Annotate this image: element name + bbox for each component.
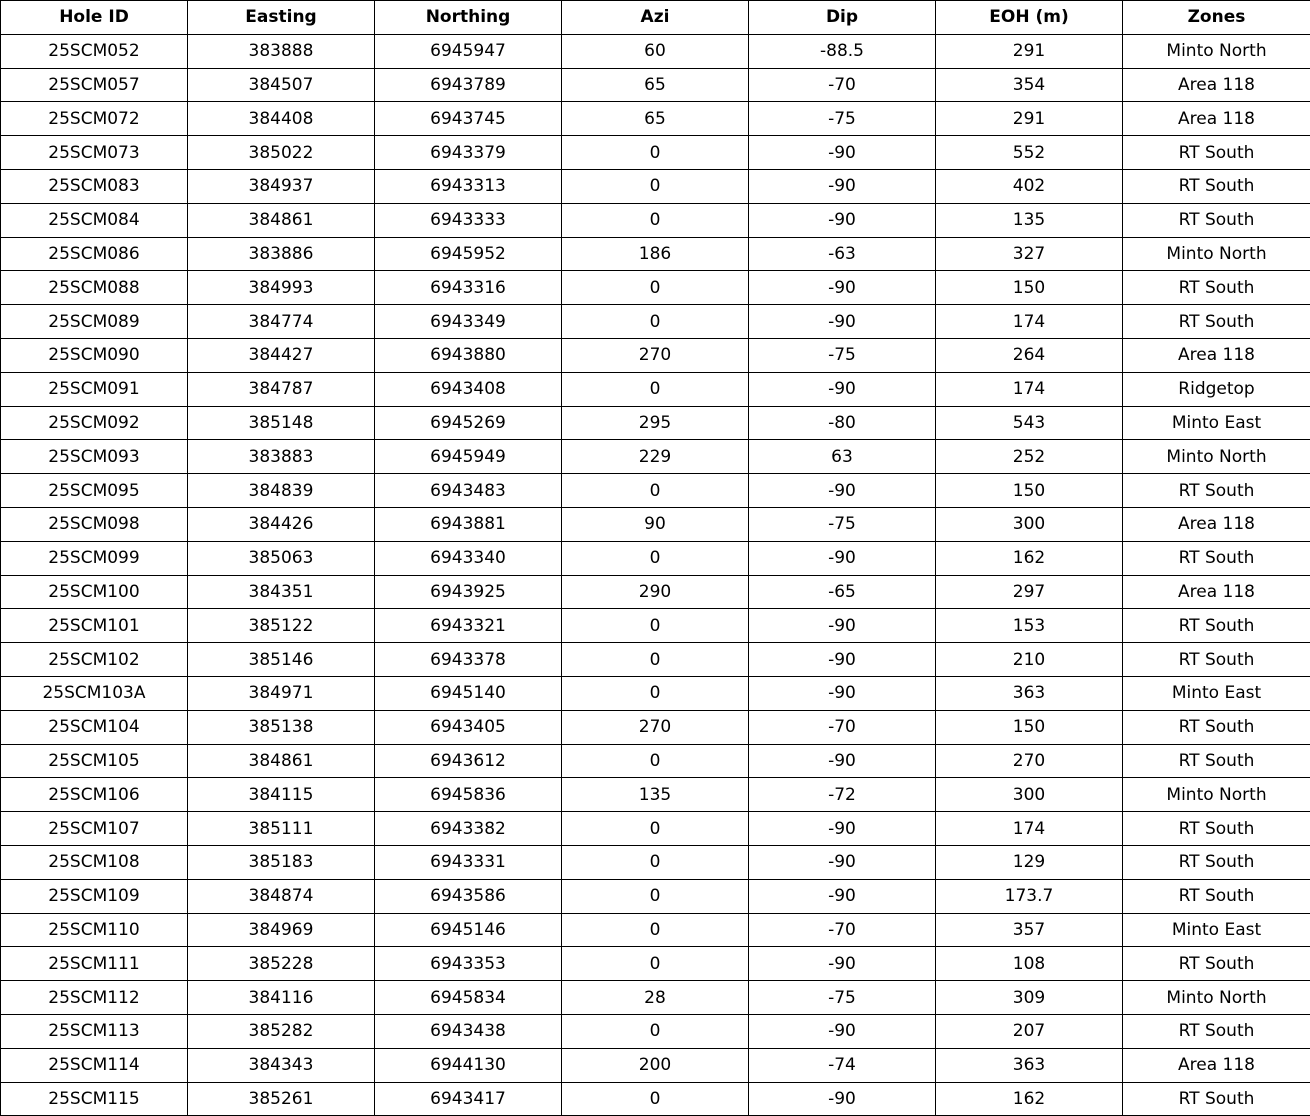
zone-cell: RT South <box>1123 744 1310 778</box>
dip-cell: -74 <box>749 1048 936 1082</box>
northing-cell: 6943379 <box>375 136 562 170</box>
hole-id-cell: 25SCM107 <box>1 812 188 846</box>
dip-cell: -70 <box>749 68 936 102</box>
zone-cell: RT South <box>1123 271 1310 305</box>
azi-cell: 0 <box>562 913 749 947</box>
eoh-cell: 291 <box>936 34 1123 68</box>
table-row <box>1 136 1310 170</box>
hole-id-cell: 25SCM099 <box>1 541 188 575</box>
azi-cell: 0 <box>562 271 749 305</box>
azi-cell: 0 <box>562 643 749 677</box>
easting-cell: 385261 <box>188 1082 375 1116</box>
northing-cell: 6943333 <box>375 203 562 237</box>
northing-cell: 6943586 <box>375 879 562 913</box>
northing-cell: 6945949 <box>375 440 562 474</box>
hole-id-cell: 25SCM072 <box>1 102 188 136</box>
zone-cell: RT South <box>1123 710 1310 744</box>
easting-cell: 384787 <box>188 372 375 406</box>
eoh-cell: 543 <box>936 406 1123 440</box>
hole-id-cell: 25SCM113 <box>1 1014 188 1048</box>
easting-cell: 385146 <box>188 643 375 677</box>
northing-cell: 6943612 <box>375 744 562 778</box>
hole-id-cell: 25SCM103A <box>1 676 188 710</box>
table-body <box>1 34 1310 1116</box>
eoh-cell: 135 <box>936 203 1123 237</box>
zone-cell: Minto North <box>1123 778 1310 812</box>
dip-cell: -90 <box>749 136 936 170</box>
dip-cell: -88.5 <box>749 34 936 68</box>
table-row <box>1 879 1310 913</box>
eoh-cell: 357 <box>936 913 1123 947</box>
easting-cell: 384426 <box>188 507 375 541</box>
zone-cell: RT South <box>1123 541 1310 575</box>
dip-cell: -65 <box>749 575 936 609</box>
easting-cell: 385138 <box>188 710 375 744</box>
northing-cell: 6943316 <box>375 271 562 305</box>
hole-id-cell: 25SCM104 <box>1 710 188 744</box>
northing-cell: 6943331 <box>375 845 562 879</box>
eoh-cell: 174 <box>936 372 1123 406</box>
easting-cell: 385183 <box>188 845 375 879</box>
zone-cell: Minto North <box>1123 34 1310 68</box>
hole-id-cell: 25SCM095 <box>1 474 188 508</box>
northing-cell: 6943408 <box>375 372 562 406</box>
table-row <box>1 305 1310 339</box>
hole-id-cell: 25SCM115 <box>1 1082 188 1116</box>
northing-cell: 6943880 <box>375 338 562 372</box>
zone-cell: Area 118 <box>1123 338 1310 372</box>
azi-cell: 0 <box>562 541 749 575</box>
zone-cell: RT South <box>1123 169 1310 203</box>
table-row <box>1 406 1310 440</box>
table-header <box>1 1 1310 35</box>
eoh-cell: 300 <box>936 778 1123 812</box>
eoh-cell: 300 <box>936 507 1123 541</box>
hole-id-cell: 25SCM089 <box>1 305 188 339</box>
dip-cell: -90 <box>749 676 936 710</box>
azi-cell: 0 <box>562 474 749 508</box>
eoh-cell: 153 <box>936 609 1123 643</box>
northing-cell: 6945947 <box>375 34 562 68</box>
zone-cell: RT South <box>1123 474 1310 508</box>
hole-id-cell: 25SCM109 <box>1 879 188 913</box>
dip-cell: -90 <box>749 609 936 643</box>
dip-cell: 63 <box>749 440 936 474</box>
hole-id-cell: 25SCM102 <box>1 643 188 677</box>
azi-cell: 65 <box>562 68 749 102</box>
hole-id-cell: 25SCM112 <box>1 981 188 1015</box>
northing-cell: 6943438 <box>375 1014 562 1048</box>
easting-cell: 384774 <box>188 305 375 339</box>
table-row <box>1 845 1310 879</box>
hole-id-cell: 25SCM073 <box>1 136 188 170</box>
easting-cell: 384408 <box>188 102 375 136</box>
northing-cell: 6945952 <box>375 237 562 271</box>
azi-cell: 0 <box>562 879 749 913</box>
eoh-cell: 162 <box>936 1082 1123 1116</box>
table-row <box>1 744 1310 778</box>
dip-cell: -90 <box>749 271 936 305</box>
eoh-cell: 402 <box>936 169 1123 203</box>
azi-cell: 0 <box>562 1082 749 1116</box>
zone-cell: RT South <box>1123 812 1310 846</box>
column-header-dip: Dip <box>749 1 936 35</box>
column-header-northing: Northing <box>375 1 562 35</box>
column-header-azi: Azi <box>562 1 749 35</box>
zone-cell: RT South <box>1123 947 1310 981</box>
azi-cell: 0 <box>562 372 749 406</box>
azi-cell: 135 <box>562 778 749 812</box>
easting-cell: 383886 <box>188 237 375 271</box>
azi-cell: 0 <box>562 203 749 237</box>
hole-id-cell: 25SCM108 <box>1 845 188 879</box>
easting-cell: 384116 <box>188 981 375 1015</box>
hole-id-cell: 25SCM114 <box>1 1048 188 1082</box>
azi-cell: 65 <box>562 102 749 136</box>
northing-cell: 6943340 <box>375 541 562 575</box>
easting-cell: 384839 <box>188 474 375 508</box>
zone-cell: Minto East <box>1123 676 1310 710</box>
azi-cell: 28 <box>562 981 749 1015</box>
northing-cell: 6943378 <box>375 643 562 677</box>
eoh-cell: 174 <box>936 812 1123 846</box>
table-row <box>1 271 1310 305</box>
dip-cell: -63 <box>749 237 936 271</box>
table-row <box>1 981 1310 1015</box>
easting-cell: 384874 <box>188 879 375 913</box>
easting-cell: 384969 <box>188 913 375 947</box>
table-row <box>1 609 1310 643</box>
azi-cell: 60 <box>562 34 749 68</box>
zone-cell: Area 118 <box>1123 1048 1310 1082</box>
northing-cell: 6944130 <box>375 1048 562 1082</box>
northing-cell: 6943405 <box>375 710 562 744</box>
dip-cell: -90 <box>749 744 936 778</box>
northing-cell: 6945269 <box>375 406 562 440</box>
zone-cell: RT South <box>1123 305 1310 339</box>
northing-cell: 6943745 <box>375 102 562 136</box>
azi-cell: 0 <box>562 812 749 846</box>
dip-cell: -90 <box>749 203 936 237</box>
zone-cell: Area 118 <box>1123 102 1310 136</box>
header-row <box>1 1 1310 35</box>
table-row <box>1 203 1310 237</box>
easting-cell: 384861 <box>188 744 375 778</box>
dip-cell: -90 <box>749 812 936 846</box>
azi-cell: 290 <box>562 575 749 609</box>
dip-cell: -70 <box>749 710 936 744</box>
table-row <box>1 1048 1310 1082</box>
hole-id-cell: 25SCM088 <box>1 271 188 305</box>
eoh-cell: 173.7 <box>936 879 1123 913</box>
dip-cell: -90 <box>749 947 936 981</box>
azi-cell: 0 <box>562 845 749 879</box>
hole-id-cell: 25SCM106 <box>1 778 188 812</box>
northing-cell: 6943382 <box>375 812 562 846</box>
easting-cell: 383883 <box>188 440 375 474</box>
eoh-cell: 327 <box>936 237 1123 271</box>
zone-cell: Minto East <box>1123 406 1310 440</box>
azi-cell: 0 <box>562 136 749 170</box>
easting-cell: 385022 <box>188 136 375 170</box>
eoh-cell: 150 <box>936 271 1123 305</box>
hole-id-cell: 25SCM098 <box>1 507 188 541</box>
eoh-cell: 354 <box>936 68 1123 102</box>
dip-cell: -90 <box>749 169 936 203</box>
northing-cell: 6943313 <box>375 169 562 203</box>
azi-cell: 0 <box>562 1014 749 1048</box>
northing-cell: 6943483 <box>375 474 562 508</box>
eoh-cell: 207 <box>936 1014 1123 1048</box>
eoh-cell: 129 <box>936 845 1123 879</box>
eoh-cell: 552 <box>936 136 1123 170</box>
easting-cell: 384507 <box>188 68 375 102</box>
northing-cell: 6945834 <box>375 981 562 1015</box>
dip-cell: -75 <box>749 102 936 136</box>
easting-cell: 384427 <box>188 338 375 372</box>
dip-cell: -90 <box>749 1082 936 1116</box>
northing-cell: 6943881 <box>375 507 562 541</box>
hole-id-cell: 25SCM057 <box>1 68 188 102</box>
eoh-cell: 174 <box>936 305 1123 339</box>
dip-cell: -70 <box>749 913 936 947</box>
table-row <box>1 507 1310 541</box>
dip-cell: -90 <box>749 845 936 879</box>
table-row <box>1 710 1310 744</box>
hole-id-cell: 25SCM084 <box>1 203 188 237</box>
eoh-cell: 162 <box>936 541 1123 575</box>
table-row <box>1 947 1310 981</box>
eoh-cell: 363 <box>936 1048 1123 1082</box>
column-header-hole-id: Hole ID <box>1 1 188 35</box>
easting-cell: 384115 <box>188 778 375 812</box>
northing-cell: 6943789 <box>375 68 562 102</box>
dip-cell: -75 <box>749 507 936 541</box>
hole-id-cell: 25SCM052 <box>1 34 188 68</box>
dip-cell: -90 <box>749 372 936 406</box>
table-row <box>1 812 1310 846</box>
hole-id-cell: 25SCM091 <box>1 372 188 406</box>
eoh-cell: 264 <box>936 338 1123 372</box>
table-row <box>1 643 1310 677</box>
zone-cell: RT South <box>1123 845 1310 879</box>
azi-cell: 229 <box>562 440 749 474</box>
eoh-cell: 270 <box>936 744 1123 778</box>
northing-cell: 6943353 <box>375 947 562 981</box>
zone-cell: Area 118 <box>1123 507 1310 541</box>
column-header-easting: Easting <box>188 1 375 35</box>
northing-cell: 6945836 <box>375 778 562 812</box>
northing-cell: 6943417 <box>375 1082 562 1116</box>
dip-cell: -90 <box>749 474 936 508</box>
dip-cell: -80 <box>749 406 936 440</box>
zone-cell: Area 118 <box>1123 575 1310 609</box>
dip-cell: -90 <box>749 1014 936 1048</box>
table-row <box>1 474 1310 508</box>
table-row <box>1 102 1310 136</box>
table-row <box>1 440 1310 474</box>
azi-cell: 0 <box>562 305 749 339</box>
hole-id-cell: 25SCM105 <box>1 744 188 778</box>
northing-cell: 6943321 <box>375 609 562 643</box>
dip-cell: -90 <box>749 541 936 575</box>
hole-id-cell: 25SCM083 <box>1 169 188 203</box>
hole-id-cell: 25SCM092 <box>1 406 188 440</box>
azi-cell: 0 <box>562 744 749 778</box>
dip-cell: -90 <box>749 305 936 339</box>
eoh-cell: 297 <box>936 575 1123 609</box>
eoh-cell: 309 <box>936 981 1123 1015</box>
dip-cell: -75 <box>749 338 936 372</box>
azi-cell: 90 <box>562 507 749 541</box>
table-row <box>1 338 1310 372</box>
easting-cell: 385122 <box>188 609 375 643</box>
zone-cell: RT South <box>1123 643 1310 677</box>
northing-cell: 6945140 <box>375 676 562 710</box>
azi-cell: 200 <box>562 1048 749 1082</box>
eoh-cell: 291 <box>936 102 1123 136</box>
dip-cell: -90 <box>749 643 936 677</box>
azi-cell: 295 <box>562 406 749 440</box>
azi-cell: 270 <box>562 338 749 372</box>
easting-cell: 385228 <box>188 947 375 981</box>
table-row <box>1 68 1310 102</box>
zone-cell: RT South <box>1123 136 1310 170</box>
eoh-cell: 210 <box>936 643 1123 677</box>
column-header-zones: Zones <box>1123 1 1310 35</box>
table-row <box>1 575 1310 609</box>
azi-cell: 0 <box>562 169 749 203</box>
column-header-eoh: EOH (m) <box>936 1 1123 35</box>
hole-id-cell: 25SCM093 <box>1 440 188 474</box>
dip-cell: -75 <box>749 981 936 1015</box>
table-row <box>1 237 1310 271</box>
hole-id-cell: 25SCM111 <box>1 947 188 981</box>
northing-cell: 6945146 <box>375 913 562 947</box>
table-row <box>1 169 1310 203</box>
easting-cell: 384993 <box>188 271 375 305</box>
table-row <box>1 372 1310 406</box>
azi-cell: 0 <box>562 676 749 710</box>
table-row <box>1 541 1310 575</box>
zone-cell: Minto North <box>1123 981 1310 1015</box>
azi-cell: 186 <box>562 237 749 271</box>
easting-cell: 385148 <box>188 406 375 440</box>
hole-id-cell: 25SCM090 <box>1 338 188 372</box>
easting-cell: 384861 <box>188 203 375 237</box>
zone-cell: Minto North <box>1123 237 1310 271</box>
easting-cell: 385282 <box>188 1014 375 1048</box>
zone-cell: RT South <box>1123 609 1310 643</box>
dip-cell: -72 <box>749 778 936 812</box>
eoh-cell: 150 <box>936 474 1123 508</box>
easting-cell: 384343 <box>188 1048 375 1082</box>
easting-cell: 384971 <box>188 676 375 710</box>
zone-cell: Minto North <box>1123 440 1310 474</box>
table-row <box>1 676 1310 710</box>
easting-cell: 385111 <box>188 812 375 846</box>
zone-cell: Minto East <box>1123 913 1310 947</box>
hole-id-cell: 25SCM100 <box>1 575 188 609</box>
hole-id-cell: 25SCM101 <box>1 609 188 643</box>
table-row <box>1 1014 1310 1048</box>
zone-cell: RT South <box>1123 1014 1310 1048</box>
table-row <box>1 34 1310 68</box>
azi-cell: 0 <box>562 609 749 643</box>
easting-cell: 384937 <box>188 169 375 203</box>
zone-cell: RT South <box>1123 1082 1310 1116</box>
zone-cell: Ridgetop <box>1123 372 1310 406</box>
northing-cell: 6943349 <box>375 305 562 339</box>
easting-cell: 383888 <box>188 34 375 68</box>
eoh-cell: 150 <box>936 710 1123 744</box>
table-row <box>1 1082 1310 1116</box>
easting-cell: 385063 <box>188 541 375 575</box>
eoh-cell: 363 <box>936 676 1123 710</box>
table-row <box>1 778 1310 812</box>
hole-id-cell: 25SCM086 <box>1 237 188 271</box>
table-row <box>1 913 1310 947</box>
eoh-cell: 108 <box>936 947 1123 981</box>
easting-cell: 384351 <box>188 575 375 609</box>
eoh-cell: 252 <box>936 440 1123 474</box>
azi-cell: 270 <box>562 710 749 744</box>
azi-cell: 0 <box>562 947 749 981</box>
zone-cell: Area 118 <box>1123 68 1310 102</box>
zone-cell: RT South <box>1123 879 1310 913</box>
dip-cell: -90 <box>749 879 936 913</box>
zone-cell: RT South <box>1123 203 1310 237</box>
hole-id-cell: 25SCM110 <box>1 913 188 947</box>
northing-cell: 6943925 <box>375 575 562 609</box>
